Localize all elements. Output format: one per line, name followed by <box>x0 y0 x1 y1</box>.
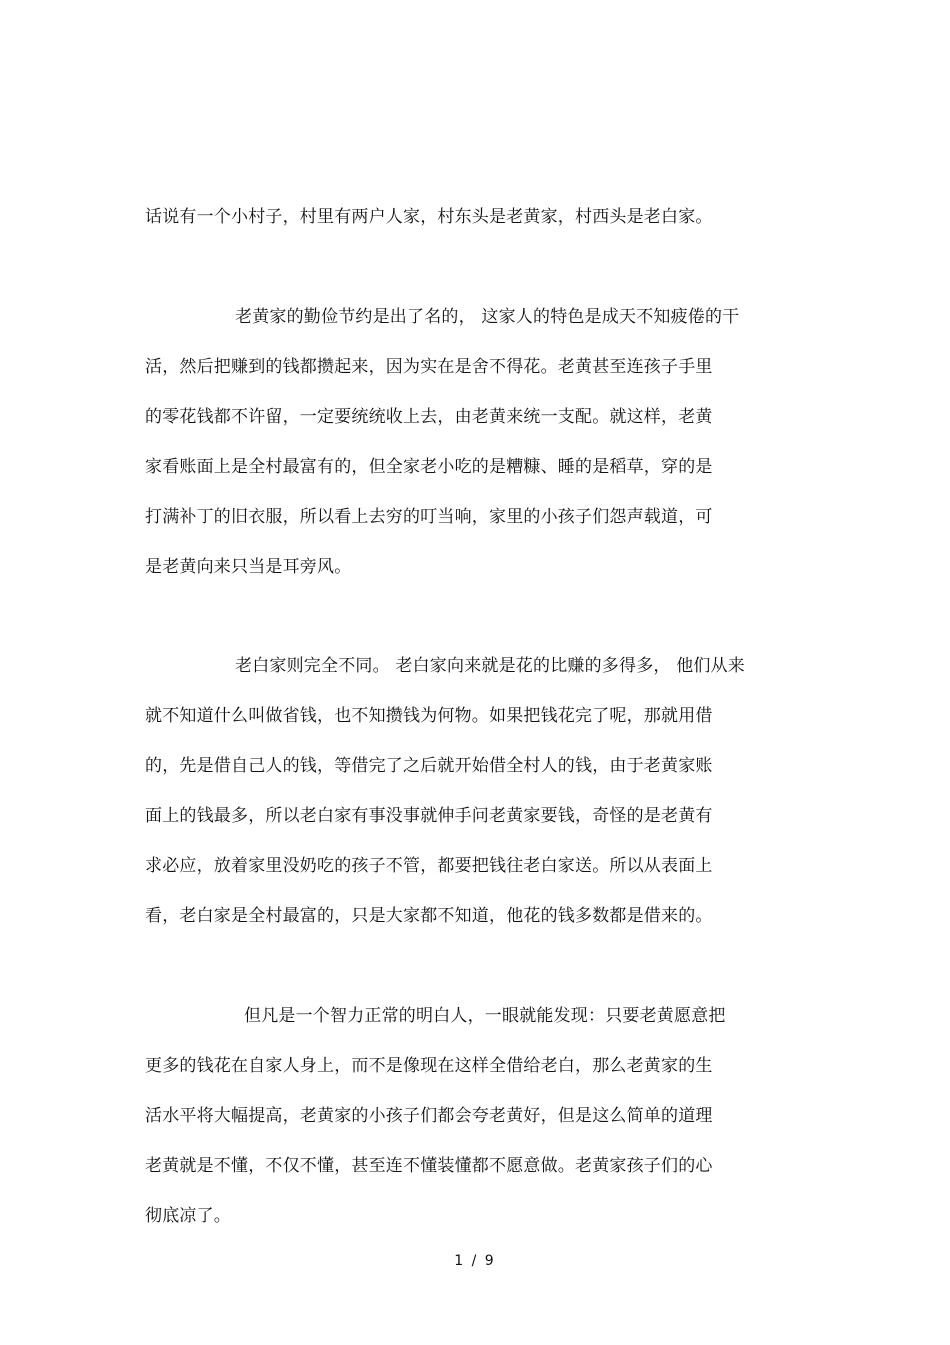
text-line: 活水平将大幅提高，老黄家的小孩子们都会夸老黄好，但是这么简单的道理 <box>145 1106 713 1126</box>
text-line: 家看账面上是全村最富有的，但全家老小吃的是糟糠、睡的是稻草，穿的是 <box>145 457 713 477</box>
text-line: 老黄就是不懂，不仅不懂，甚至连不懂装懂都不愿意做。老黄家孩子们的心 <box>145 1156 713 1176</box>
text-line: 打满补丁的旧衣服，所以看上去穷的叮当响，家里的小孩子们怨声载道，可 <box>145 507 713 527</box>
text-line: 的零花钱都不许留，一定要统统收上去，由老黄来统一支配。就这样，老黄 <box>145 407 713 427</box>
text-line: 老黄家的勤俭节约是出了名的， 这家人的特色是成天不知疲倦的干 <box>235 307 740 327</box>
text-line: 活，然后把赚到的钱都攒起来，因为实在是舍不得花。老黄甚至连孩子手里 <box>145 357 713 377</box>
text-line: 老白家则完全不同。 老白家向来就是花的比赚的多得多， 他们从来 <box>235 656 746 676</box>
text-line: 面上的钱最多，所以老白家有事没事就伸手问老黄家要钱，奇怪的是老黄有 <box>145 806 713 826</box>
page-number: 1 / 9 <box>454 1253 496 1269</box>
text-line: 的，先是借自己人的钱，等借完了之后就开始借全村人的钱，由于老黄家账 <box>145 756 713 776</box>
text-line: 是老黄向来只当是耳旁风。 <box>145 557 352 577</box>
text-line: 话说有一个小村子，村里有两户人家，村东头是老黄家，村西头是老白家。 <box>145 207 713 227</box>
text-line: 彻底凉了。 <box>145 1206 231 1226</box>
text-line: 就不知道什么叫做省钱，也不知攒钱为何物。如果把钱花完了呢，那就用借 <box>145 706 713 726</box>
text-line: 求必应，放着家里没奶吃的孩子不管，都要把钱往老白家送。所以从表面上 <box>145 856 713 876</box>
text-line: 更多的钱花在自家人身上，而不是像现在这样全借给老白，那么老黄家的生 <box>145 1056 713 1076</box>
text-line: 看，老白家是全村最富的，只是大家都不知道，他花的钱多数都是借来的。 <box>145 906 713 926</box>
text-line: 但凡是一个智力正常的明白人，一眼就能发现：只要老黄愿意把 <box>244 1006 726 1026</box>
